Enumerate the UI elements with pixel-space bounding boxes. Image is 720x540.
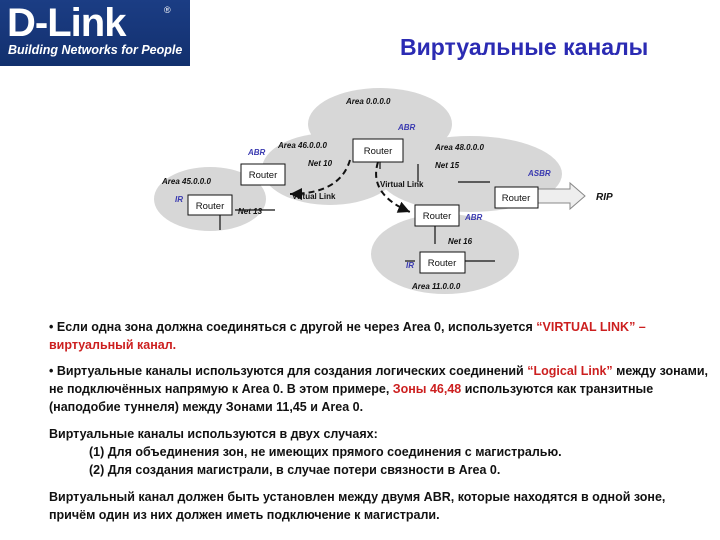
router-box xyxy=(495,187,538,208)
net-13-label: Net 13 xyxy=(238,207,263,216)
paragraph-2-text-cont: между зонами, не подключённых напрямую к Area 0. В этом примере, xyxy=(49,364,709,396)
router-label: Router xyxy=(501,193,531,204)
router-box xyxy=(415,205,459,226)
router-box xyxy=(420,252,465,273)
logo-tagline: Building Networks for People xyxy=(8,43,183,57)
asbr-tag: ASBR xyxy=(528,169,551,178)
abr-tag: ABR xyxy=(465,213,483,222)
ir-tag: IR xyxy=(406,261,414,270)
slide-title: Виртуальные каналы xyxy=(400,34,649,60)
ospf-virtual-link-diagram xyxy=(150,84,630,299)
paragraph-4: Виртуальный канал должен быть установлен между двумя ABR, которые находятся в одной зоне, причём один из них должен иметь подключение к магистрали. xyxy=(49,490,666,522)
paragraph-2-text-end: используются как транзитные (наподобие туннеля) между Зонами 11,45 и Area 0. xyxy=(49,382,654,414)
router-label: Router xyxy=(195,201,225,212)
router-label: Router xyxy=(248,170,278,181)
router-box xyxy=(241,164,285,185)
net-15-label: Net 15 xyxy=(435,161,460,170)
logical-link-highlight: “Logical Link” xyxy=(527,364,613,378)
bullet: • xyxy=(49,364,54,378)
paragraph-3-item-1: (1) Для объединения зон, не имеющих прямого соединения с магистралью. xyxy=(89,445,562,459)
logo-brand: D-Link xyxy=(7,1,126,45)
paragraph-2-text: Виртуальные каналы используются для создания логических соединений xyxy=(56,364,524,378)
net-16-label: Net 16 xyxy=(448,237,473,246)
abr-tag: ABR xyxy=(248,148,266,157)
paragraph-1 xyxy=(49,318,709,354)
paragraph-3-item-2: (2) Для создания магистрали, в случае потери связности в Area 0. xyxy=(89,463,501,477)
rip-label: RIP xyxy=(596,192,613,203)
bullet: • xyxy=(49,320,54,334)
area-46-label: Area 46.0.0.0 xyxy=(278,141,327,150)
dlink-logo xyxy=(0,0,190,66)
area-45-label: Area 45.0.0.0 xyxy=(162,177,211,186)
router-label: Router xyxy=(427,258,457,269)
abr-tag: ABR xyxy=(398,123,416,132)
router-box xyxy=(353,139,403,162)
body-text xyxy=(49,318,709,524)
paragraph-2 xyxy=(49,362,709,416)
zones-highlight: Зоны 46,48 xyxy=(392,382,462,396)
ir-tag: IR xyxy=(175,195,183,204)
paragraph-1-text: Если одна зона должна соединяться с другой не через Area 0, используется xyxy=(56,320,533,334)
router-label: Router xyxy=(422,211,452,222)
router-box xyxy=(188,195,232,215)
area-48-label: Area 48.0.0.0 xyxy=(435,143,484,152)
net-10-label: Net 10 xyxy=(308,159,333,168)
virtual-link-label: Virtual Link xyxy=(380,180,424,189)
paragraph-3: Виртуальные каналы используются в двух случаях: xyxy=(49,427,378,441)
area-0-label: Area 0.0.0.0 xyxy=(346,97,391,106)
virtual-link-highlight: “VIRTUAL LINK” – виртуальный канал. xyxy=(49,320,646,352)
virtual-link-label: Virtual Link xyxy=(292,192,336,201)
router-label: Router xyxy=(363,146,393,157)
logo-registered-mark: ® xyxy=(164,5,171,15)
area-11-label: Area 11.0.0.0 xyxy=(412,282,461,291)
